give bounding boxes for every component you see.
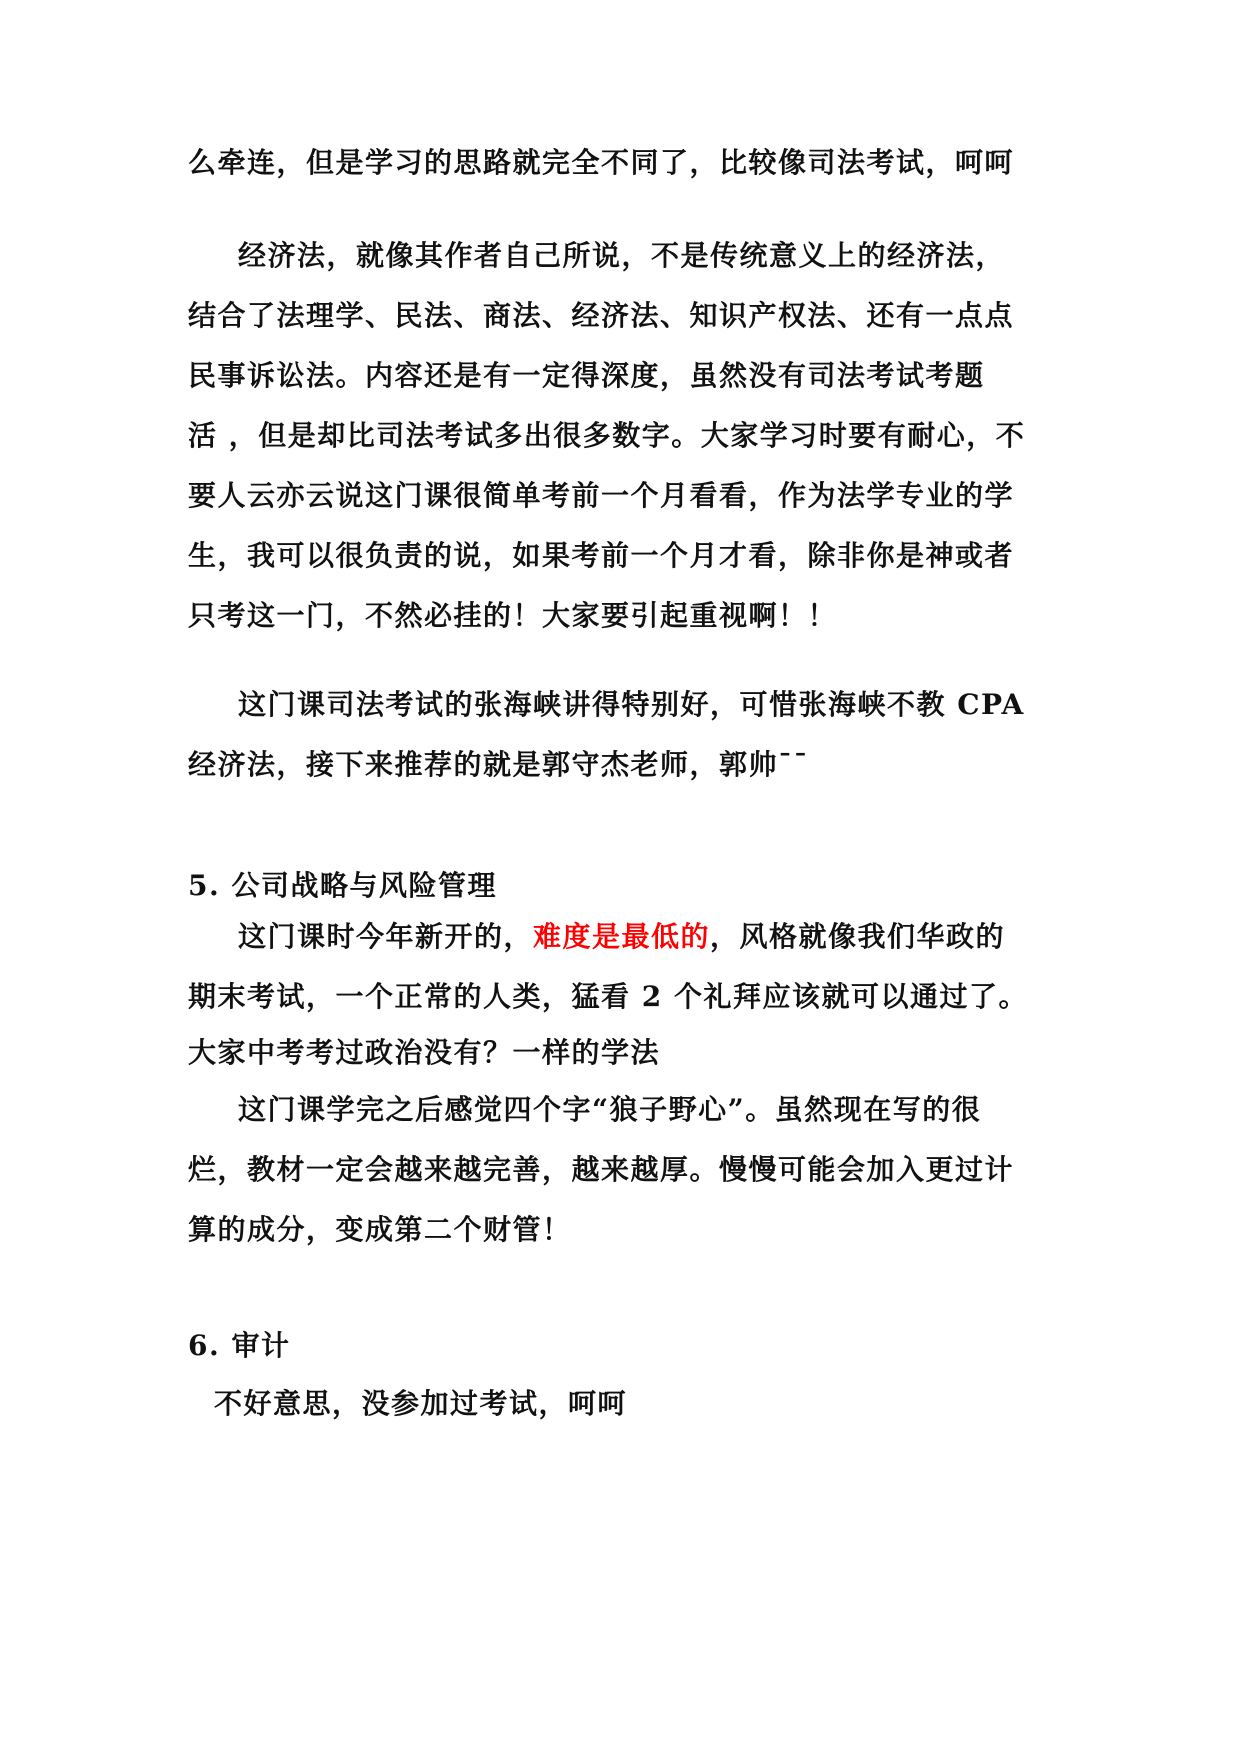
paragraph-line: 不好意思，没参加过考试，呵呵 <box>214 1387 628 1420</box>
section-heading: 6. 审计 <box>188 1329 291 1362</box>
text-run: 这门课时今年新开的， <box>238 920 534 953</box>
paragraph-line: 经济法，就像其作者自己所说，不是传统意义上的经济法， <box>238 239 1006 272</box>
paragraph-line: 只考这一门，不然必挂的！大家要引起重视啊！！ <box>188 599 838 632</box>
paragraph-line: 么牵连，但是学习的思路就完全不同了，比较像司法考试，呵呵 <box>188 146 1015 179</box>
paragraph-line <box>238 917 1005 957</box>
text-run: ，风格就像我们华政的 <box>710 920 1006 953</box>
paragraph-line: 要人云亦云说这门课很简单考前一个月看看，作为法学专业的学 <box>188 479 1015 512</box>
paragraph-line: 活 ，但是却比司法考试多出很多数字。大家学习时要有耐心，不 <box>188 419 1026 452</box>
paragraph-line: 结合了法理学、民法、商法、经济法、知识产权法、还有一点点 <box>188 299 1015 332</box>
paragraph-line: 民事诉讼法。内容还是有一定得深度，虽然没有司法考试考题 <box>188 359 985 392</box>
highlighted-text: 难度是最低的 <box>533 920 711 953</box>
paragraph-line: 这门课司法考试的张海峡讲得特别好，可惜张海峡不教 CPA <box>238 688 1025 721</box>
paragraph-line: 生，我可以很负责的说，如果考前一个月才看，除非你是神或者 <box>188 539 1015 572</box>
paragraph-line: 这门课学完之后感觉四个字“狼子野心”。虽然现在写的很 <box>238 1093 982 1126</box>
paragraph-line: 经济法，接下来推荐的就是郭守杰老师，郭帅¯¯ <box>188 748 810 781</box>
section-heading: 5. 公司战略与风险管理 <box>188 869 497 902</box>
paragraph-line: 算的成分，变成第二个财管！ <box>188 1213 572 1246</box>
paragraph-line: 期末考试，一个正常的人类，猛看 2 个礼拜应该就可以通过了。 <box>188 980 1028 1013</box>
paragraph-line: 烂，教材一定会越来越完善，越来越厚。慢慢可能会加入更过计 <box>188 1153 1015 1186</box>
paragraph-line: 大家中考考过政治没有？一样的学法 <box>188 1036 661 1069</box>
